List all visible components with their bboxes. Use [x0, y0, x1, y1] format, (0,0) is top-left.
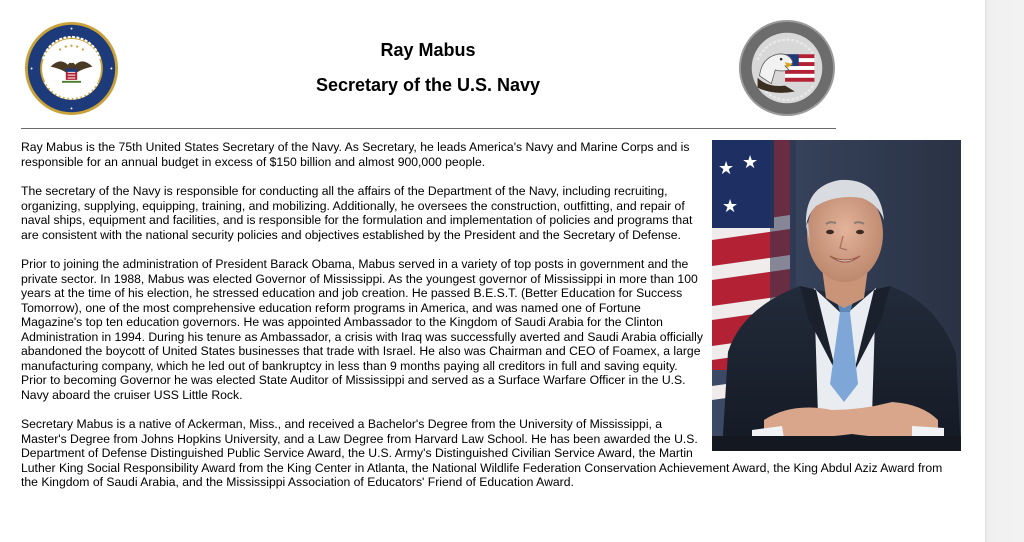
header-divider	[21, 128, 836, 129]
page-title: Ray Mabus	[380, 40, 476, 60]
svg-text:★: ★	[722, 196, 739, 217]
department-of-defense-seal-icon	[24, 21, 119, 116]
bio-paragraph-education: Secretary Mabus is a native of Ackerman, Miss., and received a Bachelor's Degree from the University of Mississippi, a Master's Degree from Johns Hopkins University, and a Law Degree from Harvard Law School. He has been awarded the U.S. Department of Defense Distinguished Public Service Award, the U.S. Army's Distinguished Civilian Service Award, the Martin Luther King Social Responsibility Award from the King Center in Atlanta, the National Wildlife Federation Conservation Achievement Award, the King Abdul Aziz Award from the Kingdom of Saudi Arabia, and the Mississippi Association of Educators' Friend of Education Award.	[21, 417, 943, 489]
united-in-memory-seal-icon	[738, 19, 836, 117]
bio-paragraph-career: Prior to joining the administration of President Barack Obama, Mabus served in a variety of top posts in government and the private sector. In 1988, Mabus was elected Governor of Mississippi. As the youngest governor of Mississippi in more than 100 years at the time of his election, he stressed education and job creation. He passed B.E.S.T. (Better Education for Success Tomorrow), one of the most comprehensive education reform programs in America, and was named one of Fortune Magazine's top ten education governors. He was appointed Ambassador to the Kingdom of Saudi Arabia for the Clinton Administration in 1994. During his tenure as Ambassador, a crisis with Iraq was successfully averted and Saudi Arabia officially abandoned the boycott of United States businesses that trade with Israel. He also was Chairman and CEO of Foamex, a large manufacturing company, which he led out of bankruptcy in less than 9 months paying all creditors in full and saving equity. Prior to becoming Governor he was elected State Auditor of Mississippi and served as a Surface Warfare Officer in the U.S. Navy aboard the cruiser USS Little Rock.	[21, 257, 703, 402]
portrait-spacer	[704, 140, 961, 454]
biography	[21, 140, 961, 505]
page-subtitle: Secretary of the U.S. Navy	[315, 75, 541, 95]
svg-text:★: ★	[742, 152, 759, 173]
svg-text:★: ★	[718, 158, 735, 179]
bio-paragraph-duties: The secretary of the Navy is responsible for conducting all the affairs of the Department of the Navy, including recruiting, organizing, supplying, equipping, training, and mobilizing. Additionally, he oversees the construction, outfitting, and repair of naval ships, equipment and facilities, and is responsible for the formulation and implementation of policies and programs that are consistent with the national security policies and objectives established by the President and the Secretary of Defense.	[21, 184, 693, 242]
bio-paragraph-intro: Ray Mabus is the 75th United States Secretary of the Navy. As Secretary, he leads America's Navy and Marine Corps and is responsible for an annual budget in excess of $150 billion and almost 900,000 people.	[21, 140, 690, 169]
scroll-gutter[interactable]	[985, 0, 1024, 542]
